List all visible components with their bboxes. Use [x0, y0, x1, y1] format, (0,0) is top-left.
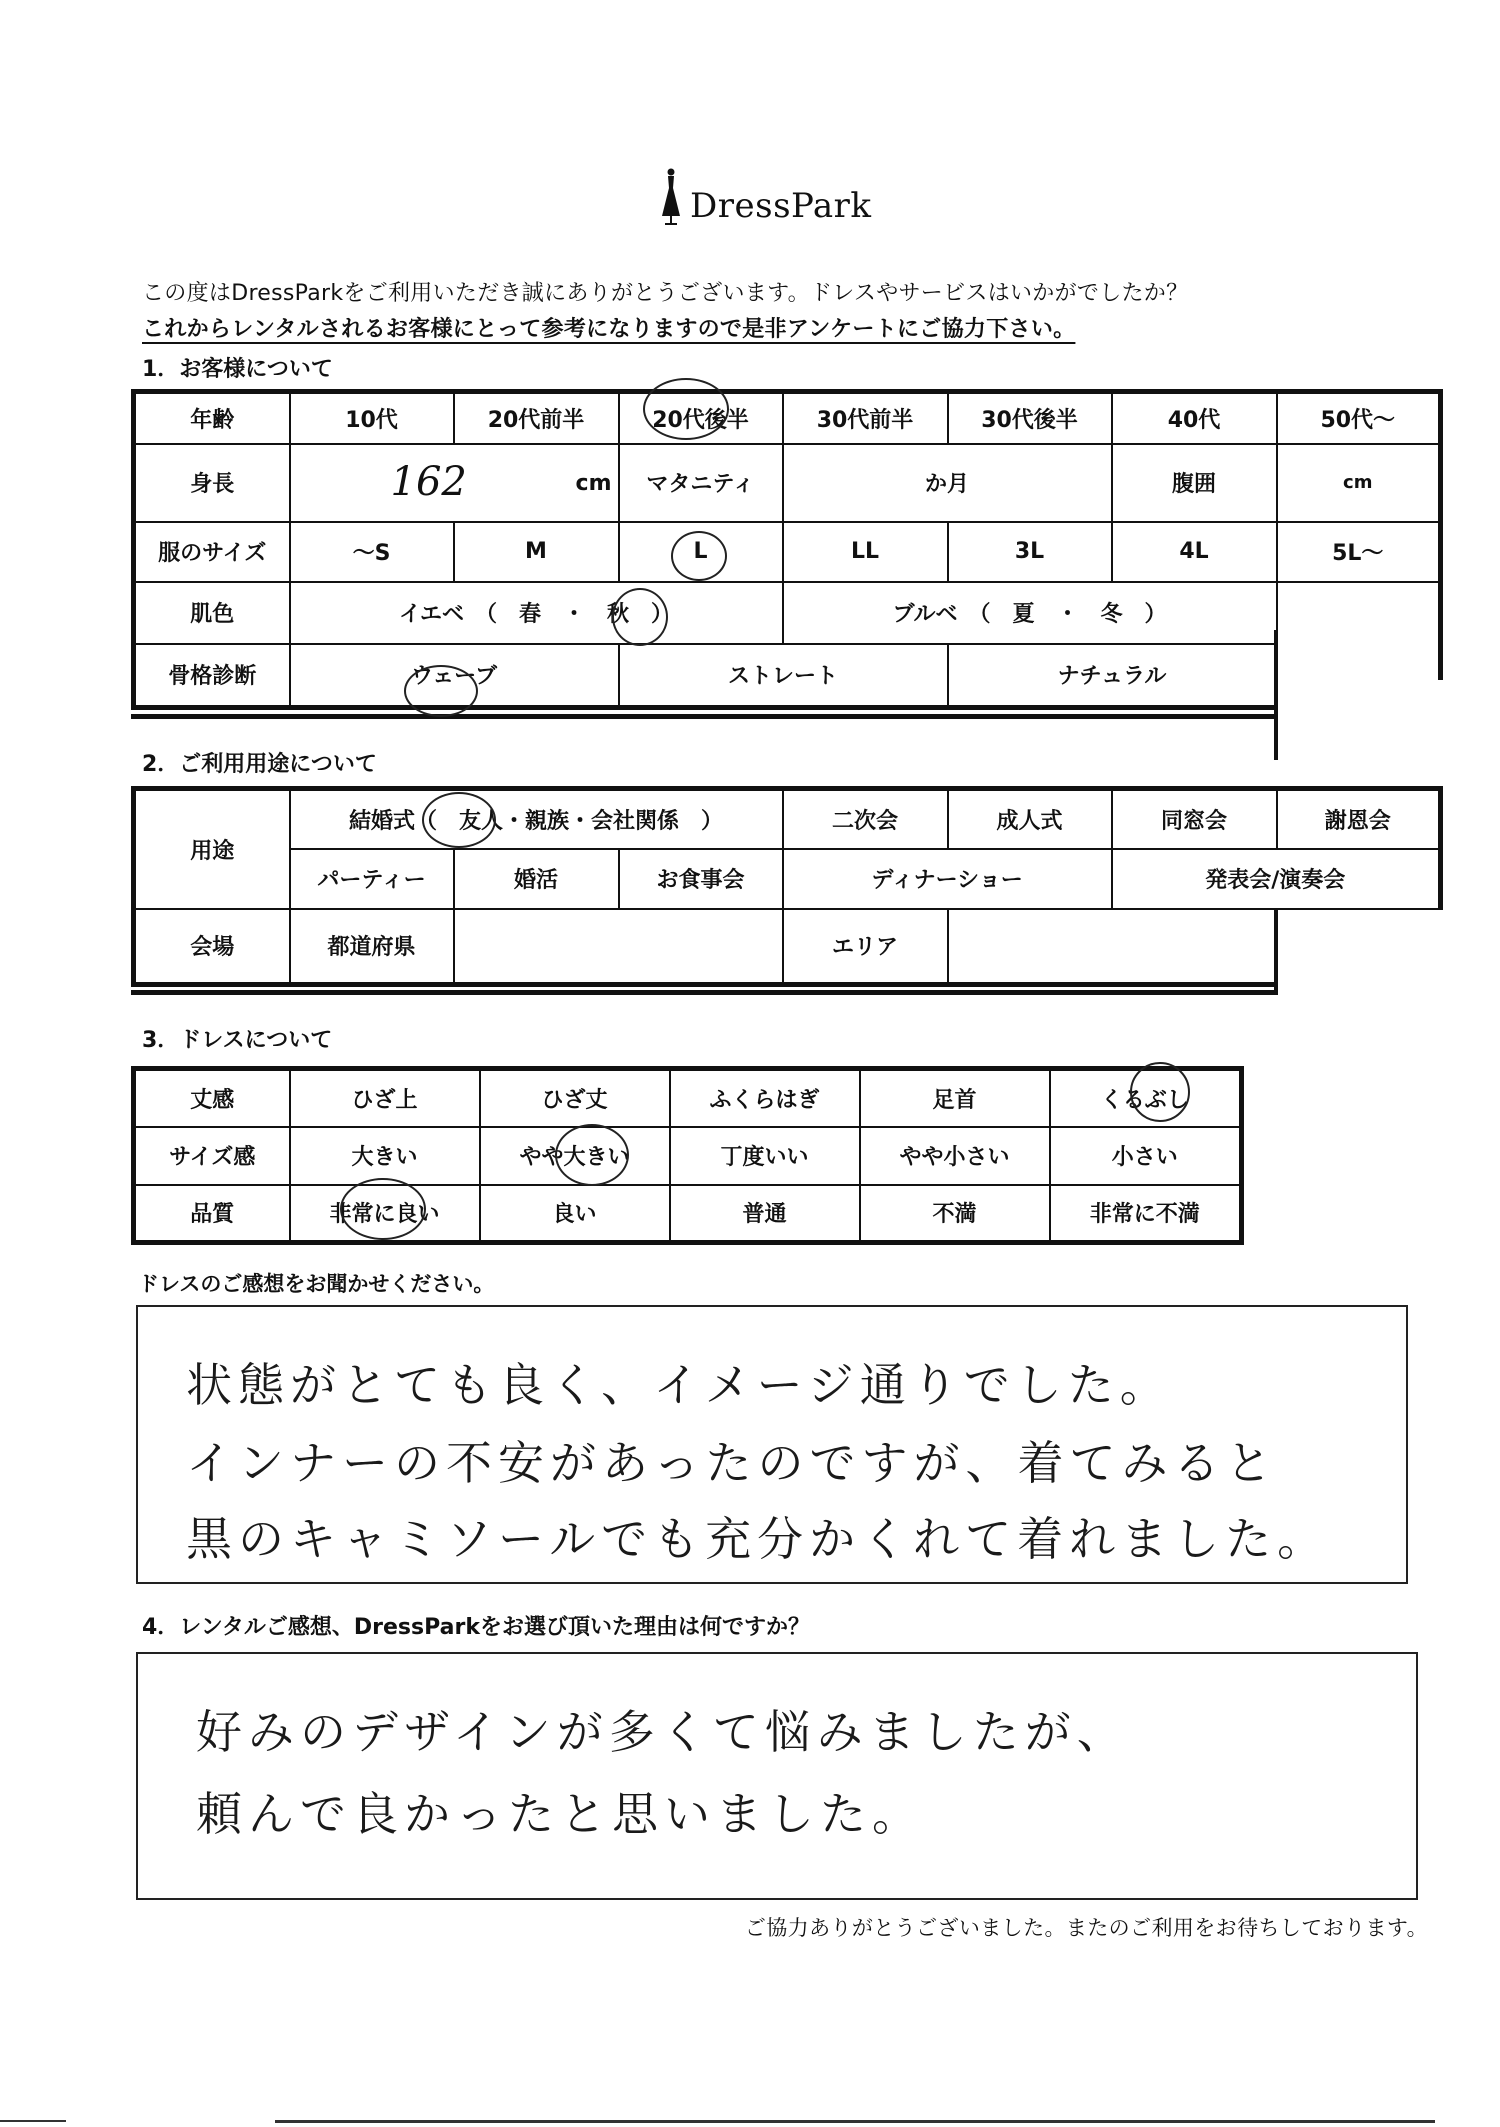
size-option[interactable]: 4L	[1112, 522, 1277, 582]
purpose-option[interactable]: ディナーショー	[783, 849, 1112, 909]
frame-option[interactable]: ウェーブ	[290, 644, 619, 708]
quality-option[interactable]: 非常に良い	[290, 1185, 480, 1243]
belly-unit: cm	[1343, 472, 1373, 493]
fit-option[interactable]: やや小さい	[860, 1127, 1050, 1185]
quality-option[interactable]: 不満	[860, 1185, 1050, 1243]
brand-name: DressPark	[690, 186, 872, 226]
reason-line: 好みのデザインが多くて悩みましたが、	[196, 1705, 1129, 1759]
area-label: エリア	[783, 909, 948, 985]
length-option[interactable]: ふくらはぎ	[670, 1069, 860, 1127]
age-option[interactable]: 30代後半	[948, 392, 1112, 444]
fit-option[interactable]: 小さい	[1050, 1127, 1242, 1185]
quality-label: 品質	[134, 1185, 290, 1243]
size-label: 服のサイズ	[134, 522, 290, 582]
comment-box[interactable]	[136, 1305, 1408, 1584]
age-option[interactable]: 50代～	[1277, 392, 1441, 444]
length-option[interactable]: 足首	[860, 1069, 1050, 1127]
intro-line-2: これからレンタルされるお客様にとって参考になりますので是非アンケートにご協力下さい。	[142, 317, 1076, 342]
dress-icon	[658, 168, 684, 226]
comment-line: インナーの不安があったのですが、着てみると	[186, 1436, 1278, 1490]
age-label: 年齢	[134, 392, 290, 444]
scan-mark	[275, 2120, 1435, 2123]
quality-option[interactable]: 普通	[670, 1185, 860, 1243]
section4-title: 4．レンタルご感想、DressParkをお選び頂いた理由は何ですか？	[142, 1615, 810, 1640]
footer-thanks: ご協力ありがとうございました。またのご利用をお待ちしております。	[744, 1916, 1428, 1940]
reason-box[interactable]	[136, 1652, 1418, 1900]
frame-option[interactable]: ナチュラル	[948, 644, 1277, 708]
section3-title: 3．ドレスについて	[142, 1028, 333, 1053]
area-input[interactable]	[948, 909, 1277, 985]
belly-field[interactable]	[1277, 444, 1441, 522]
size-option[interactable]: L	[619, 522, 783, 582]
purpose-option[interactable]: 発表会/演奏会	[1112, 849, 1441, 909]
purpose-wedding[interactable]: 結婚式（ 友人・親族・会社関係 ）	[290, 789, 783, 849]
belly-label: 腹囲	[1112, 444, 1277, 522]
purpose-option[interactable]: 謝恩会	[1277, 789, 1441, 849]
length-option[interactable]: くるぶし	[1050, 1069, 1242, 1127]
fit-option[interactable]: やや大きい	[480, 1127, 670, 1185]
height-label: 身長	[134, 444, 290, 522]
frame-option[interactable]: ストレート	[619, 644, 948, 708]
customer-table	[131, 389, 1443, 710]
size-option[interactable]: M	[454, 522, 619, 582]
size-option[interactable]: LL	[783, 522, 948, 582]
table-edge	[131, 990, 1278, 995]
frame-label: 骨格診断	[134, 644, 290, 708]
quality-option[interactable]: 非常に不満	[1050, 1185, 1242, 1243]
age-option[interactable]: 20代前半	[454, 392, 619, 444]
fit-option[interactable]: 丁度いい	[670, 1127, 860, 1185]
table-edge	[1274, 630, 1278, 760]
maternity-months[interactable]	[783, 444, 1112, 522]
length-option[interactable]: ひざ上	[290, 1069, 480, 1127]
skin-blue[interactable]: ブルベ （ 夏 ・ 冬 ）	[783, 582, 1277, 644]
blank-cell	[1277, 582, 1441, 644]
height-field[interactable]	[290, 444, 619, 522]
fit-option[interactable]: 大きい	[290, 1127, 480, 1185]
venue-label: 会場	[134, 909, 290, 985]
intro-line-1: この度はDressParkをご利用いただき誠にありがとうございます。ドレスやサービスはいかがでしたか？	[142, 281, 1189, 306]
scan-mark	[0, 2120, 66, 2122]
dress-table	[131, 1066, 1244, 1245]
length-option[interactable]: ひざ丈	[480, 1069, 670, 1127]
height-unit: cm	[575, 470, 612, 496]
size-option[interactable]: 3L	[948, 522, 1112, 582]
length-label: 丈感	[134, 1069, 290, 1127]
blank-area	[1276, 680, 1444, 760]
logo	[658, 168, 872, 226]
reason-line: 頼んで良かったと思いました。	[196, 1787, 924, 1841]
month-unit: か月	[924, 472, 969, 497]
purpose-option[interactable]: パーティー	[290, 849, 454, 909]
purpose-option[interactable]: 二次会	[783, 789, 948, 849]
age-option[interactable]: 40代	[1112, 392, 1277, 444]
comment-title: ドレスのご感想をお聞かせください。	[138, 1272, 495, 1296]
size-option[interactable]: ～S	[290, 522, 454, 582]
skin-label: 肌色	[134, 582, 290, 644]
height-value: 162	[390, 458, 467, 505]
purpose-option[interactable]: 成人式	[948, 789, 1112, 849]
size-option[interactable]: 5L～	[1277, 522, 1441, 582]
purpose-option[interactable]: お食事会	[619, 849, 783, 909]
pref-label: 都道府県	[290, 909, 454, 985]
purpose-table	[131, 786, 1443, 987]
age-option[interactable]: 30代前半	[783, 392, 948, 444]
purpose-option[interactable]: 同窓会	[1112, 789, 1277, 849]
comment-line: 状態がとても良く、イメージ通りでした。	[186, 1358, 1172, 1412]
age-option[interactable]: 10代	[290, 392, 454, 444]
quality-option[interactable]: 良い	[480, 1185, 670, 1243]
skin-yellow[interactable]: イエベ （ 春 ・ 秋 ）	[290, 582, 783, 644]
table-edge	[131, 714, 1278, 719]
age-option[interactable]: 20代後半	[619, 392, 783, 444]
section2-title: 2．ご利用用途について	[142, 752, 377, 777]
purpose-label: 用途	[134, 789, 290, 909]
purpose-option[interactable]: 婚活	[454, 849, 619, 909]
comment-line: 黒のキャミソールでも充分かくれて着れました。	[186, 1512, 1330, 1566]
maternity-label: マタニティ	[619, 444, 783, 522]
pref-input[interactable]	[454, 909, 783, 985]
table-edge	[1274, 910, 1278, 994]
fit-label: サイズ感	[134, 1127, 290, 1185]
section1-title: 1．お客様について	[142, 357, 333, 382]
blank-area	[1276, 910, 1444, 1000]
